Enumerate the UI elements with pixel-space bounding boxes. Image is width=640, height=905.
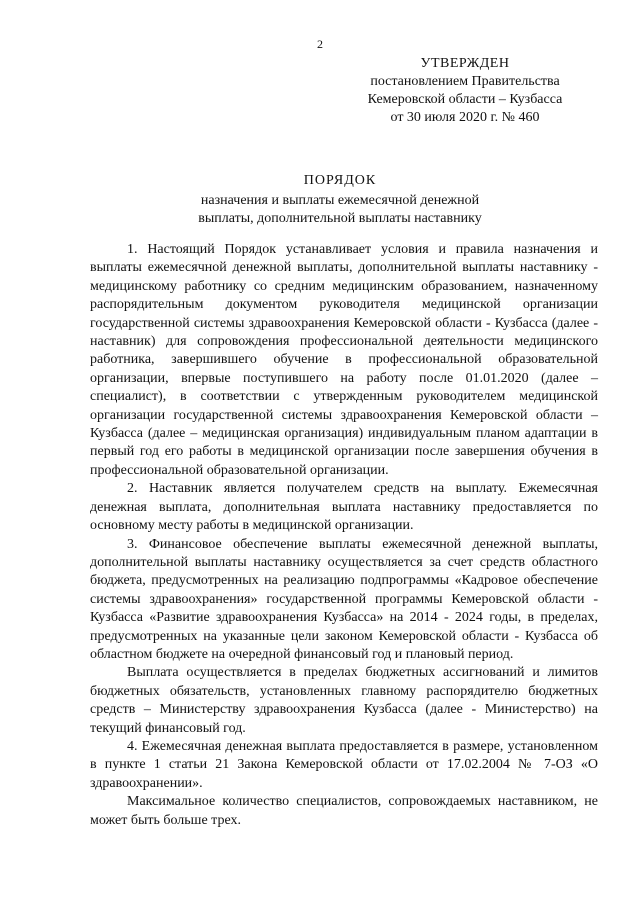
paragraph-4: 4. Ежемесячная денежная выплата предоставляется в размере, установленном в пункте 1 статьи 21 Закона Кемеровской области от 17.02.2004 № 7-ОЗ «О здравоохранении». xyxy=(90,738,598,791)
approval-line: Кемеровской области – Кузбасса xyxy=(367,92,563,107)
document-title: ПОРЯДОК xyxy=(303,173,377,188)
document-subtitle-line: назначения и выплаты ежемесячной денежной xyxy=(200,193,480,208)
paragraph-4-continued: Максимальное количество специалистов, сопровождаемых наставником, не может быть больше трех. xyxy=(90,794,598,828)
paragraph-3-continued: Выплата осуществляется в пределах бюджетных ассигнований и лимитов бюджетных обязательств, установленных главному распорядителю бюджетных средств – Министерству здравоохранения Кузбасса (далее - Министерство) на текущий финансовый год. xyxy=(90,665,598,736)
approval-date-line: от 30 июля 2020 г. № 460 xyxy=(390,110,540,125)
document-title-block xyxy=(90,172,590,228)
approval-block xyxy=(350,55,580,127)
approval-line: постановлением Правительства xyxy=(370,74,560,89)
paragraph-2: 2. Наставник является получателем средств на выплату. Ежемесячная денежная выплата, дополнительная выплата наставнику предоставляется по основному месту работы в медицинской организации. xyxy=(90,481,598,534)
paragraph-3: 3. Финансовое обеспечение выплаты ежемесячной денежной выплаты, дополнительной выплаты наставнику осуществляется за счет средств областного бюджета, предусмотренных на реализацию подпрограммы «Кадровое обеспечение системы здравоохранения» государственной программы Кемеровской области - Кузбасса «Развитие здравоохранения Кузбасса» на 2014 - 2024 годы, в пределах, предусмотренных на указанные цели законом Кемеровской области - Кузбасса об областном бюджете на очередной финансовый год и плановый период. xyxy=(90,536,598,662)
paragraph-1: 1. Настоящий Порядок устанавливает условия и правила назначения и выплаты ежемесячной денежной выплаты, дополнительной выплаты наставнику - медицинскому работнику со средним медицинским образованием, назначенному распорядительным документом руководителя медицинской организации государственной системы здравоохранения Кемеровской области - Кузбасса (далее - наставник) для сопровождения профессиональной деятельности медицинского работника, завершившего обучение в профессиональной образовательной организации, впервые поступившего на работу после 01.01.2020 (далее – специалист), в соответствии с утвержденным руководителем медицинской организации государственной системы здравоохранения Кемеровской области – Кузбасса (далее – медицинская организация) индивидуальным планом адаптации в первый год его работы в медицинской организации после завершения обучения в профессиональной образовательной организации. xyxy=(90,242,598,478)
document-body xyxy=(90,241,598,830)
document-subtitle-line: выплаты, дополнительной выплаты наставнику xyxy=(198,211,482,226)
approval-stamp: УТВЕРЖДЕН xyxy=(420,56,510,71)
page-number: 2 xyxy=(317,37,323,51)
